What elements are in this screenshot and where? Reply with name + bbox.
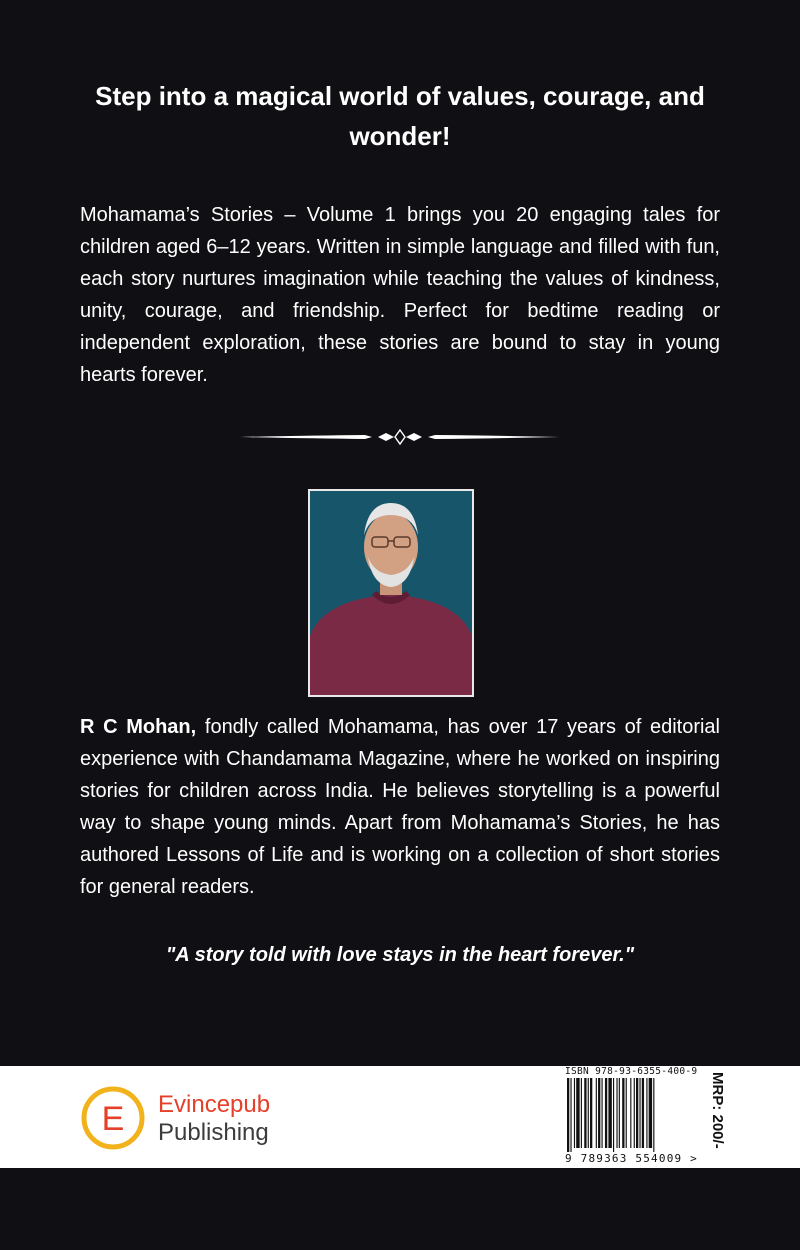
isbn-label: ISBN 978-93-6355-400-9 (565, 1066, 698, 1077)
barcode-bar (642, 1078, 644, 1148)
book-blurb: Mohamama’s Stories – Volume 1 brings you 20 engaging tales for children aged 6–12 years. Written in simple language and filled with fun, each story nurtures imagination while teaching the values of kindness, unity, courage, and friendship. Perfect for bedtime reading or independent exploration, these stories are bound to stay in young hearts forever. (80, 204, 720, 386)
barcode-bar (619, 1078, 620, 1148)
logo-letter: E (101, 1100, 125, 1138)
barcode-bar (598, 1078, 600, 1148)
barcode-bar (634, 1078, 635, 1148)
barcode-bar (649, 1078, 652, 1148)
author-bio-text: fondly called Mohamama, has over 17 years of editorial experience with Chandamama Magazine, where he worked on inspiring stories for children across India. He believes storytelling is a powerful way to shape young minds. Apart from Mohamama’s Stories, he has authored Lessons of Life and is working on a collection of short stories for general readers. (80, 716, 721, 898)
barcode-bar (653, 1078, 654, 1152)
barcode-bar (602, 1078, 603, 1148)
author-name: R C Mohan, (80, 716, 197, 738)
barcode-bar (588, 1078, 589, 1148)
publisher-name-line2: Publishing (158, 1119, 269, 1146)
barcode-bar (567, 1078, 569, 1152)
barcode-bar (596, 1078, 597, 1148)
barcode-bar (646, 1078, 647, 1148)
ornamental-divider (240, 426, 560, 448)
barcode-bar (639, 1078, 640, 1148)
price-label: MRP: 200/- (709, 1072, 726, 1149)
back-cover-headline: Step into a magical world of values, courage, and wonder! (95, 81, 705, 151)
barcode-bar (622, 1078, 624, 1148)
barcode-bars (565, 1078, 703, 1152)
barcode-bar (636, 1078, 638, 1148)
publisher-footer (0, 1066, 800, 1168)
barcode-bar (584, 1078, 586, 1148)
author-bio (80, 711, 720, 903)
barcode-bar (581, 1078, 582, 1148)
barcode-bar (570, 1078, 571, 1152)
author-photo (308, 489, 474, 697)
barcode-bar (574, 1078, 575, 1148)
barcode-bar (608, 1078, 611, 1148)
barcode-bar (605, 1078, 607, 1148)
evincepub-logo-icon (80, 1085, 146, 1151)
publisher-name-line1: Evincepub (158, 1091, 271, 1118)
barcode-digits: 9 789363 554009 > (565, 1152, 698, 1165)
barcode-bar (616, 1078, 617, 1148)
barcode-bar (613, 1078, 614, 1152)
closing-quote: "A story told with love stays in the heart forever." (165, 944, 635, 966)
barcode-bar (630, 1078, 631, 1148)
publisher-logo (80, 1085, 280, 1153)
barcode-bar (576, 1078, 579, 1148)
barcode-bar (590, 1078, 592, 1148)
barcode-bar (626, 1078, 627, 1148)
isbn-barcode (565, 1066, 705, 1168)
